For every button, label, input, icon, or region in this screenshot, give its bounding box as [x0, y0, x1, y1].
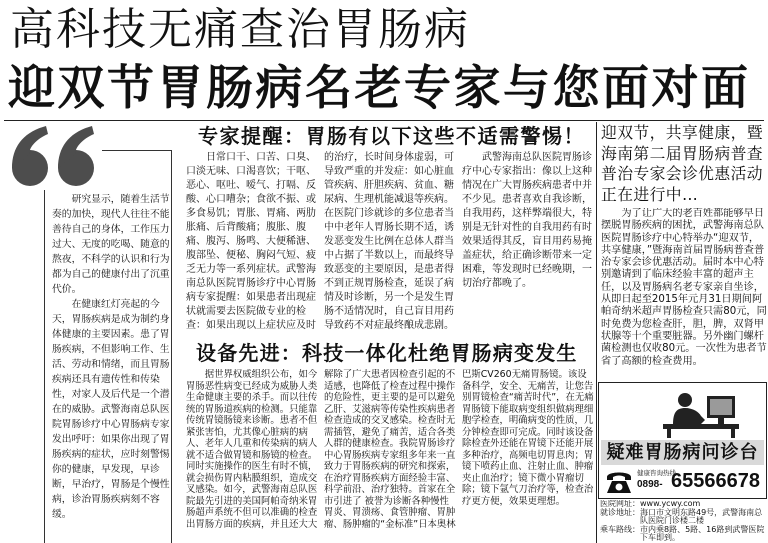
equipment-heading: 设备先进：科技一体化杜绝胃肠病变发生: [196, 341, 578, 365]
equipment-article: [186, 369, 594, 541]
hotline-area-code: 0898-: [637, 479, 663, 490]
headline-secondary: 迎双节胃肠病名老专家与您面对面: [8, 61, 751, 116]
contact-row-address: [600, 509, 766, 526]
symptoms-heading: 专家提醒：胃肠有以下这些不适需警惕！: [198, 124, 585, 148]
promotion-heading: 迎双节，共享健康，暨海南第二届胃肠病普查普治专家会诊优惠活动正在进行中…: [601, 123, 763, 204]
symptoms-article: [186, 151, 594, 335]
intro-article: [52, 192, 170, 540]
contact-info: [600, 500, 766, 543]
headline-divider: [4, 120, 764, 121]
desk-leg: [731, 429, 735, 438]
symptoms-paragraph: 日常口干、口苦、口臭、口淡无味、口渴喜饮；干呕、恶心、呕吐、嗳气、打嗝、反酸、心口嘈杂；食欲不振、或多食易饥；胃胀、胃痛、两肋胀痛、后背酸痛；腹胀、腹痛、腹泻、肠鸣、大便稀溏、腹部坠、便秘、胸闷气短、疲乏无力等一系列症状。武警海南总队医院胃肠诊疗中心胃肠病专家提醒：如果患者出现症状就需要去医院做专业的检查：如果出现以上症状应及时的治疗，长时间身体虚弱，可导致严重的并发症：如心脏血管疾病、肝胆疾病、贫血、糖尿病、生理机能减退等疾病。在医院门诊就诊的多位患者当中中老年人胃肠长期不适，诱发恶变发生比例在总体人群当中占据了半数以上，而最终导致恶变的主要原因，是患者得不到正规胃肠检查，延误了病情及时诊断，另一个是发生胃肠不适情况时，自己盲目用药导致药不对症最终酿成悲剧。: [186, 152, 454, 331]
contact-label: 乘车路线：: [600, 524, 640, 534]
contact-value: 市内乘8路、5路、16路到武警医院下车即到。: [640, 524, 765, 543]
desk-leg: [667, 429, 671, 438]
promotion-article: [601, 208, 767, 380]
phone-dial: [616, 484, 623, 491]
monitor-stand: [718, 418, 724, 424]
telephone-icon: [605, 469, 633, 495]
contact-label: 医院网址：: [600, 500, 640, 508]
contact-label: 就诊地址：: [600, 507, 640, 517]
column-divider: [596, 122, 597, 543]
consult-desk-title: 疑难胃肠病问诊台: [601, 440, 764, 465]
contact-row-bus-route: [600, 526, 766, 543]
hotline-number: 65566678: [671, 470, 760, 492]
quotation-mark-icon: [6, 124, 102, 190]
contact-value: 海口市文明东路49号，武警海南总队医院门诊楼二楼: [640, 507, 763, 526]
doctor-body: [673, 408, 705, 424]
contact-value: www.ycwy.com: [640, 500, 701, 508]
headline-primary: 高科技无痛查治胃肠病: [10, 4, 470, 55]
hotline-label: 健康咨询热线: [637, 469, 676, 477]
phone-handset: [607, 473, 631, 481]
promotion-paragraph: 为了让广大的老百姓都能够早日摆脱胃肠疾病的困扰，武警海南总队医院胃肠诊疗中心特举办“迎双节，共享健康，”暨海南首届胃肠病普查普治专家会诊优惠活动。届时本中心特别邀请到了临床经验丰富的超声主任，以及胃肠病名老专家亲自坐诊，从即日起至2015年元月31日期间阿帕奇纳米超声胃肠检查只需80元，同时免费为您检查肝，胆，脾，双肾甲状腺等十个重要脏器。另外幽门螺杆菌检测也仅收80元。一次性为患者节省了高额的检查费用。: [601, 208, 767, 367]
monitor-screen: [710, 399, 732, 415]
symptoms-paragraph: 武警海南总队医院胃肠诊疗中心专家指出：像以上这种情况在广大胃肠疾病患者中并不少见。患者喜欢自我诊断，自我用药，这样弊端很大，特别是无针对性的自我用药有时效果适得其反，盲目用药易掩盖症状，给正确诊断带来一定困难，等发现时已经晚期，一切治疗都晚了。: [462, 152, 592, 289]
doctor-head: [678, 393, 692, 407]
consult-desk-panel: [598, 382, 767, 499]
intro-paragraph: 研究显示，随着生活节奏的加快，现代人往往不能善待自己的身体，工作压力过大、无度的吃喝、随意的熬夜，不科学的认识和行为都为自己的健康付出了沉重代价。: [52, 194, 170, 295]
equipment-paragraph: 据世界权威组织公布，如今胃肠恶性病变已经成为威胁人类生命健康主要的杀手。而以往传统的胃肠道疾病的检测。只能靠传统胃镜肠镜来诊断。患者不但紧张害怕，尤其像心脏病的病人、老年人几重和传染病的病人就不适合做胃镜和肠镜的检查。同时实施操作的医生有时不慎，就会损伤胃内粘膜组织，造成交叉感染。如今，武警海南总队医院最先引进的美国阿帕奇纳米胃肠超声系统不但可以准确的检查出胃肠方面的疾病，并且还大大解除了广大患者因检查引起的不适感，也降低了检查过程中操作的危险性，更主要的是可以避免乙肝、艾滋病等传染性疾病患者检查造成的交叉感染。检查时无需插管，避免了痛苦，适合各类 人群的健康检查。我院胃肠诊疗中心胃肠疾病专家组多年来一直致力于胃肠疾病的研究和探索，在治疗胃肠疾病方面经验丰富、科学前沿、治疗独特。首家在全市引进了 被誉为诊断各种慢性胃炎、胃溃疡、食管肿瘤、胃肿瘤、肠肿瘤的“金标准”日本奥林巴斯CV260无痛胃肠镜。该设备科学，安全、无痛苦，让您告别胃镜检查“痛苦时代”，在无痛胃肠镜下能取病变组织做病理细胞学检查，明确病变的性质，几分钟检查即可完成。同时该设备除检查外还能在胃镜下还能开展多种治疗，高频电切胃息肉；胃镜下喷药止血、注射止血、肿瘤夹止血治疗；镜下微小胃瘤切除；镜下氩气刀治疗等，检查治疗更方便，效果更理想。: [186, 369, 594, 530]
desk-top: [663, 424, 739, 429]
doctor-at-desk-icon: [661, 386, 741, 438]
intro-paragraph: 在健康红灯亮起的今天，胃肠疾病是成为制约身体健康的主要因素。患了胃肠疾病，不但影响工作、生活、劳动和情绪，而且胃肠疾病还具有遗传性和传染性，对家人及后代是一个潜在的威胁。武警海南总队医院胃肠诊疗中心胃肠病专家发出呼吁：如果你出现了胃肠疾病的症状，应时刻警惕你的健康，早发现，早诊断，早治疗，胃肠是个慢性病，诊治胃肠疾病刻不容缓。: [52, 299, 170, 520]
